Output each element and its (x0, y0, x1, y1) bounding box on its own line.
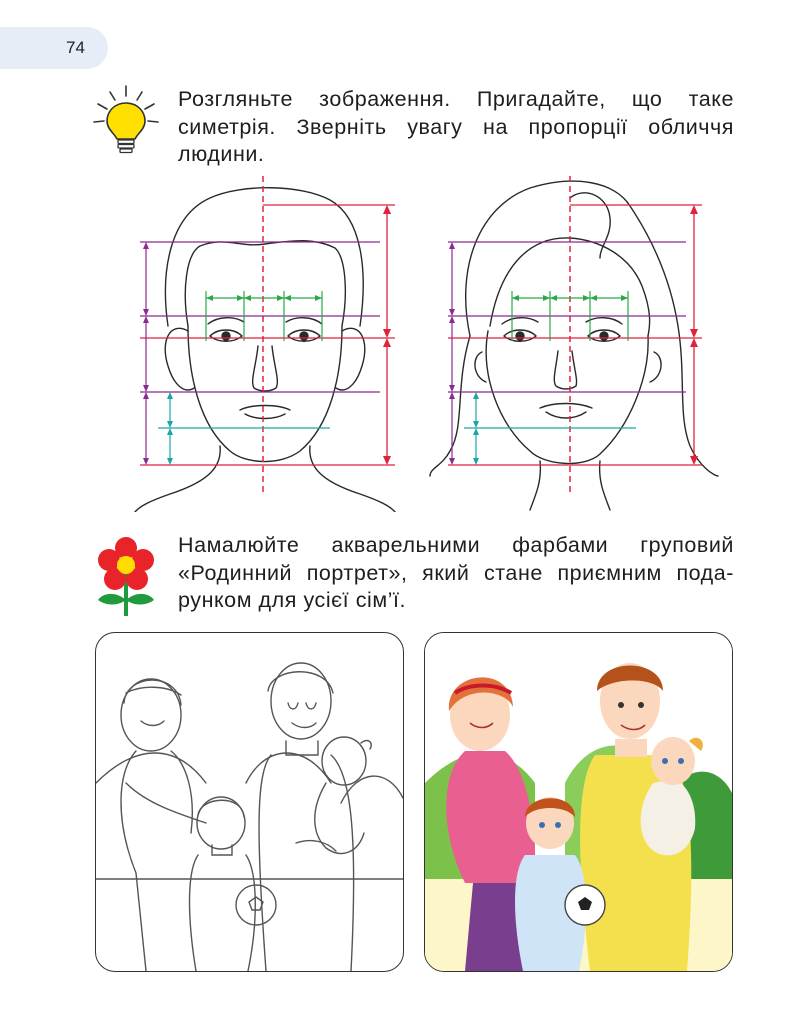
task-observe-line-3: людини. (178, 142, 265, 166)
family-portrait-colored (424, 632, 733, 972)
family-portrait-outline (95, 632, 404, 972)
task-paint-line-3: рунком для усієї сім’ї. (178, 588, 407, 612)
task-observe-line-1: Розгляньте зображення. Пригадайте, що таке (178, 87, 734, 111)
flower-icon (96, 536, 156, 618)
page-number: 74 (66, 38, 85, 57)
task-observe-line-2: симетрія. Зверніть увагу на пропорції обличчя (178, 114, 734, 139)
face-proportions-diagram (130, 176, 730, 512)
female-guides (448, 176, 702, 496)
task-paint-line-1: Намалюйте акварельними фарбами груповий (178, 533, 734, 557)
lightbulb-icon (92, 84, 160, 156)
task-paint-text (178, 532, 734, 615)
female-face-drawing (430, 181, 718, 510)
task-paint-line-2: «Родинний портрет», який стане приємним пода- (178, 560, 734, 585)
male-guides (140, 176, 395, 496)
male-face-drawing (135, 188, 395, 512)
task-observe-text (178, 86, 734, 169)
page-number-tab (0, 27, 108, 69)
